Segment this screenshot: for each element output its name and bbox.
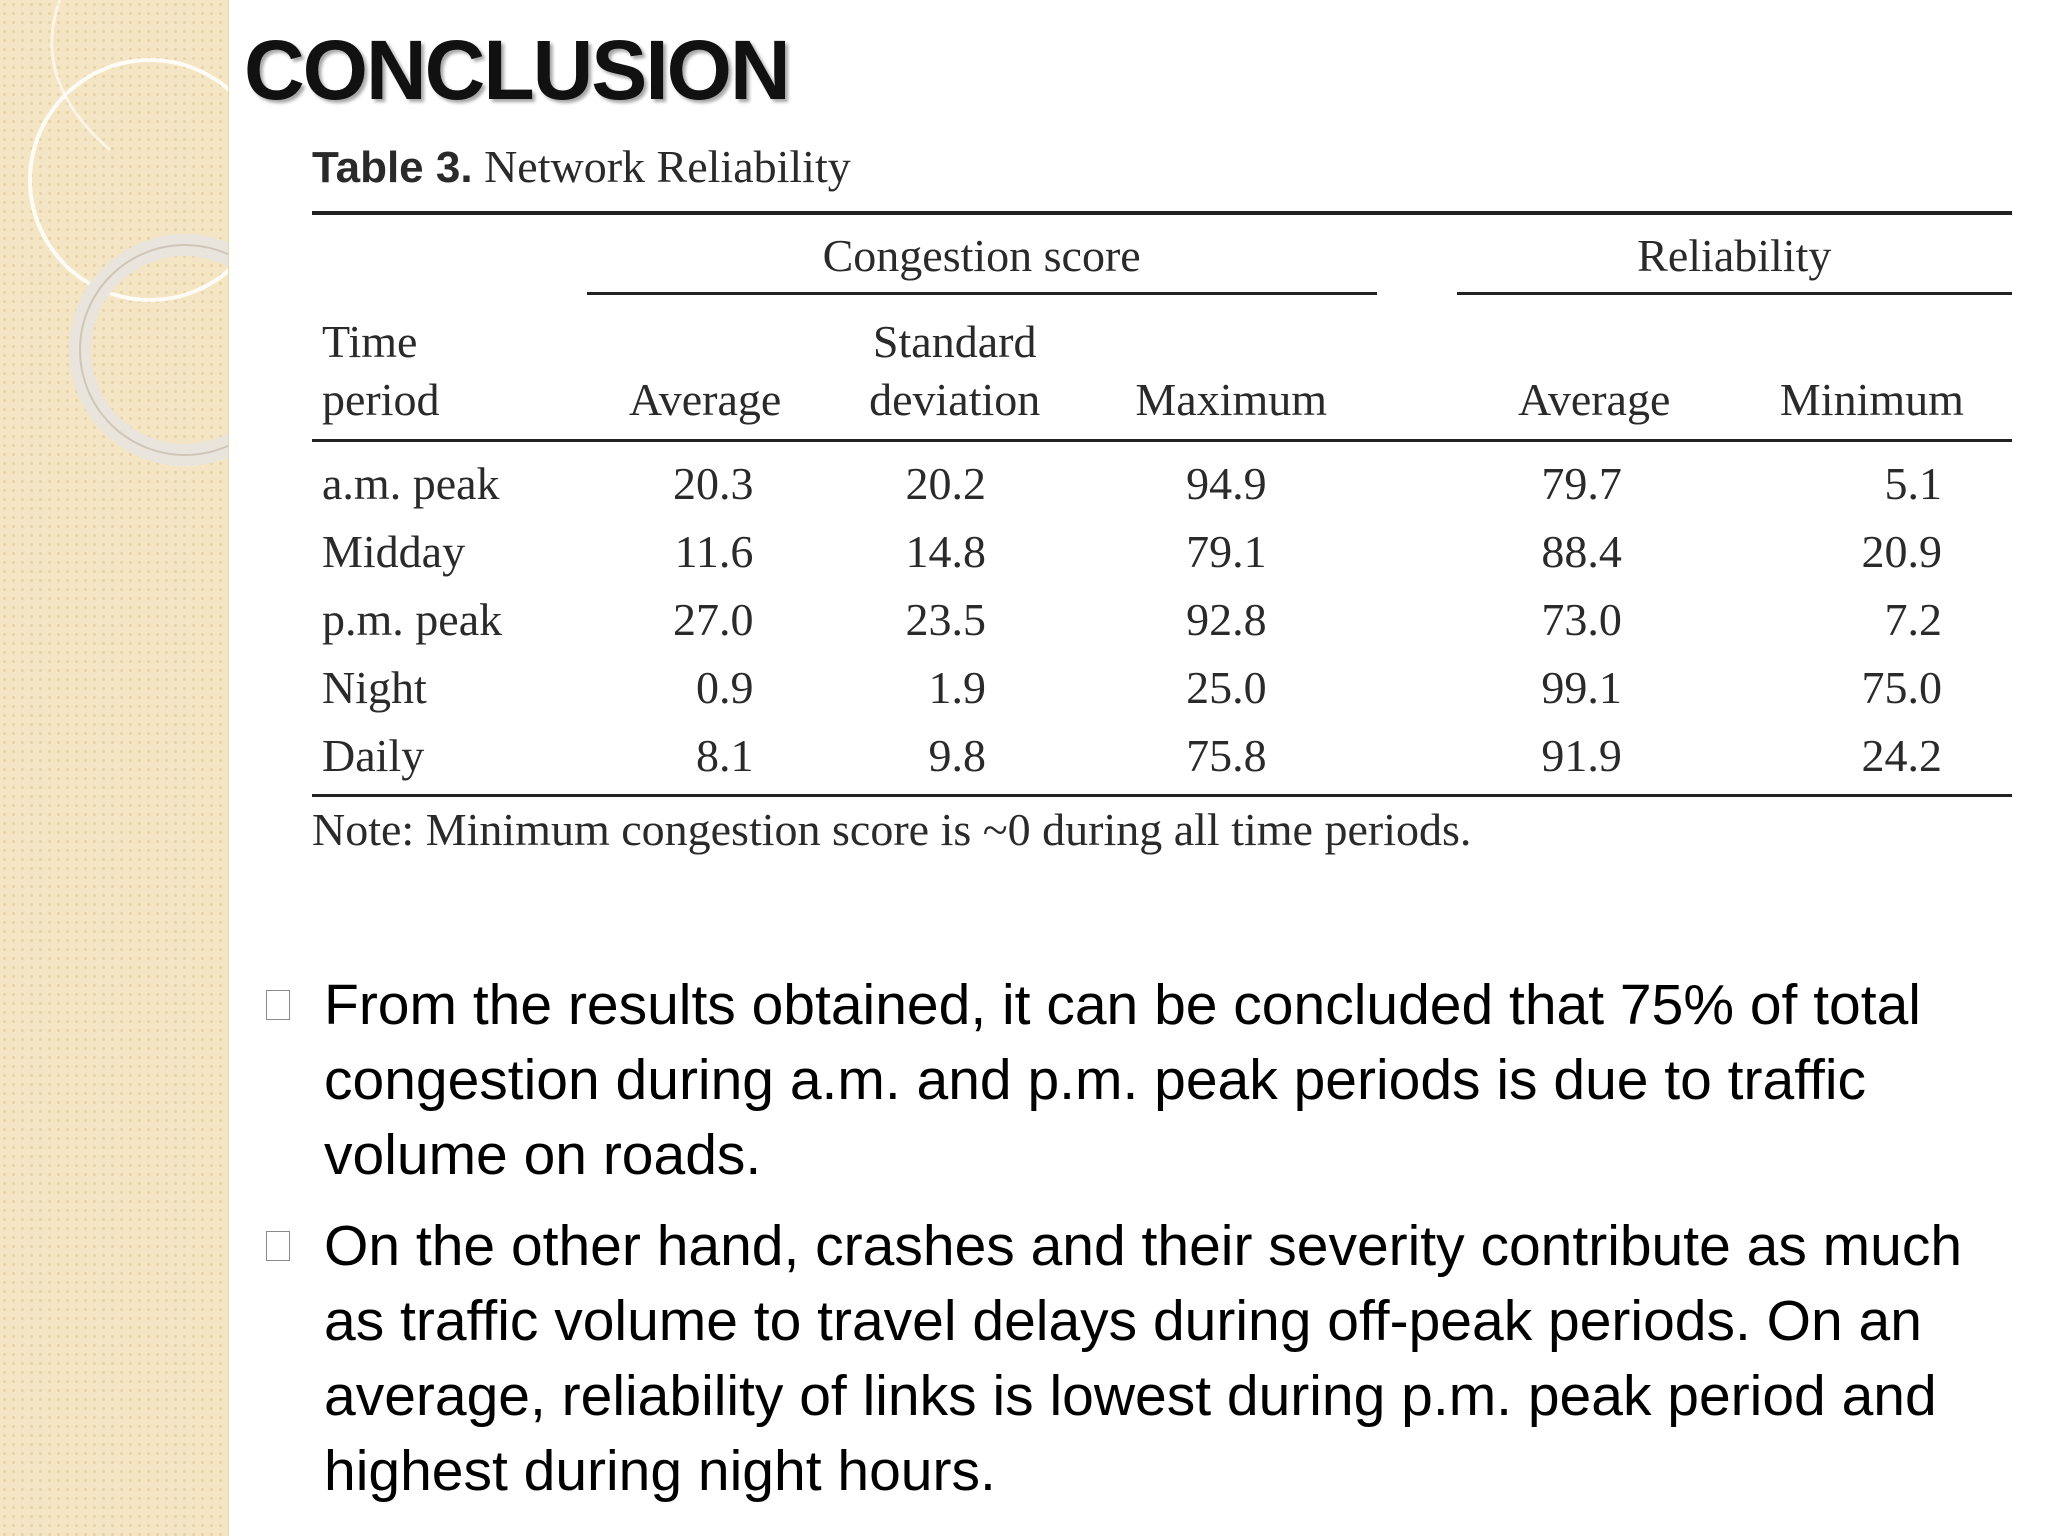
cell-average: 27.0 — [672, 594, 754, 645]
cell-gap — [1377, 518, 1457, 586]
cell-gap — [1377, 722, 1457, 796]
network-reliability-table — [312, 211, 2012, 797]
decorative-side-panel — [0, 0, 229, 1536]
column-header-sd-line1: Standard — [872, 316, 1037, 367]
column-header-average: Average — [587, 294, 824, 441]
group-header-congestion: Congestion score — [587, 213, 1377, 294]
cell-standard-deviation: 1.9 — [928, 662, 986, 713]
cell-average: 8.1 — [587, 722, 824, 796]
bullet-text: From the results obtained, it can be concluded that 75% of total congestion during a.m. and p.m. peak periods is due to traffic volume on roads. — [324, 973, 1921, 1187]
cell-average: 20.3 — [672, 458, 754, 509]
cell-standard-deviation: 20.2 — [905, 458, 986, 509]
table-row — [312, 586, 2012, 654]
table-row — [312, 518, 2012, 586]
cell-period: a.m. peak — [322, 458, 500, 509]
column-header-gap — [1377, 294, 1457, 441]
group-header-row — [312, 213, 2012, 294]
cell-maximum: 94.9 — [1186, 458, 1267, 509]
table-row — [312, 654, 2012, 722]
cell-reliability-minimum: 75.0 — [1861, 662, 1942, 713]
list-item — [262, 968, 2002, 1193]
cell-reliability-minimum: 5.1 — [1884, 458, 1942, 509]
table-caption-text: Network Reliability — [484, 141, 851, 192]
cell-reliability-average: 79.7 — [1541, 458, 1622, 509]
cell-gap — [1377, 441, 1457, 519]
column-header-sd-line2: deviation — [869, 374, 1041, 425]
cell-standard-deviation: 23.5 — [905, 594, 986, 645]
conclusion-bullet-list — [262, 968, 2002, 1525]
column-header-standard-deviation — [823, 294, 1086, 441]
cell-gap — [1377, 586, 1457, 654]
cell-reliability-average: 73.0 — [1541, 594, 1622, 645]
bullet-box-icon — [266, 990, 290, 1020]
column-header-time-line2: period — [322, 374, 440, 425]
decorative-circles — [0, 0, 228, 600]
group-header-spacer — [312, 213, 587, 294]
cell-maximum: 75.8 — [1086, 722, 1377, 796]
cell-average: 0.9 — [695, 662, 754, 713]
cell-standard-deviation: 9.8 — [823, 722, 1086, 796]
cell-reliability-minimum: 20.9 — [1861, 526, 1942, 577]
cell-maximum: 92.8 — [1186, 594, 1267, 645]
cell-reliability-average: 91.9 — [1457, 722, 1732, 796]
cell-maximum: 79.1 — [1186, 526, 1267, 577]
slide-title: CONCLUSION — [244, 23, 789, 117]
bullet-box-icon — [266, 1231, 290, 1261]
cell-reliability-average: 99.1 — [1541, 662, 1622, 713]
column-header-time-period — [312, 294, 587, 441]
cell-reliability-minimum: 7.2 — [1884, 594, 1942, 645]
column-header-time-line1: Time — [322, 316, 418, 367]
cell-reliability-average: 88.4 — [1541, 526, 1622, 577]
cell-period: p.m. peak — [322, 594, 503, 645]
table-caption — [312, 140, 2020, 193]
cell-average: 11.6 — [674, 526, 754, 577]
column-header-row — [312, 294, 2012, 441]
cell-period: Midday — [322, 526, 466, 577]
column-header-reliability-average: Average — [1457, 294, 1732, 441]
group-header-gap — [1377, 213, 1457, 294]
cell-maximum: 25.0 — [1186, 662, 1267, 713]
cell-standard-deviation: 14.8 — [905, 526, 986, 577]
column-header-reliability-minimum: Minimum — [1732, 294, 2012, 441]
column-header-maximum: Maximum — [1086, 294, 1377, 441]
cell-period: Daily — [312, 722, 587, 796]
table-figure — [300, 140, 2020, 856]
cell-period: Night — [322, 662, 427, 713]
table-caption-label: Table 3. — [312, 143, 473, 192]
bullet-text: On the other hand, crashes and their severity contribute as much as traffic volume to travel delays during off-peak periods. On an average, reliability of links is lowest during p.m. peak period and highest during night hours. — [324, 1214, 1963, 1503]
table-note: Note: Minimum congestion score is ~0 during all time periods. — [312, 804, 1472, 855]
table-row — [312, 722, 2012, 796]
list-item — [262, 1209, 2002, 1509]
cell-reliability-minimum: 24.2 — [1732, 722, 2012, 796]
table-row — [312, 441, 2012, 519]
group-header-reliability: Reliability — [1457, 213, 2012, 294]
cell-gap — [1377, 654, 1457, 722]
